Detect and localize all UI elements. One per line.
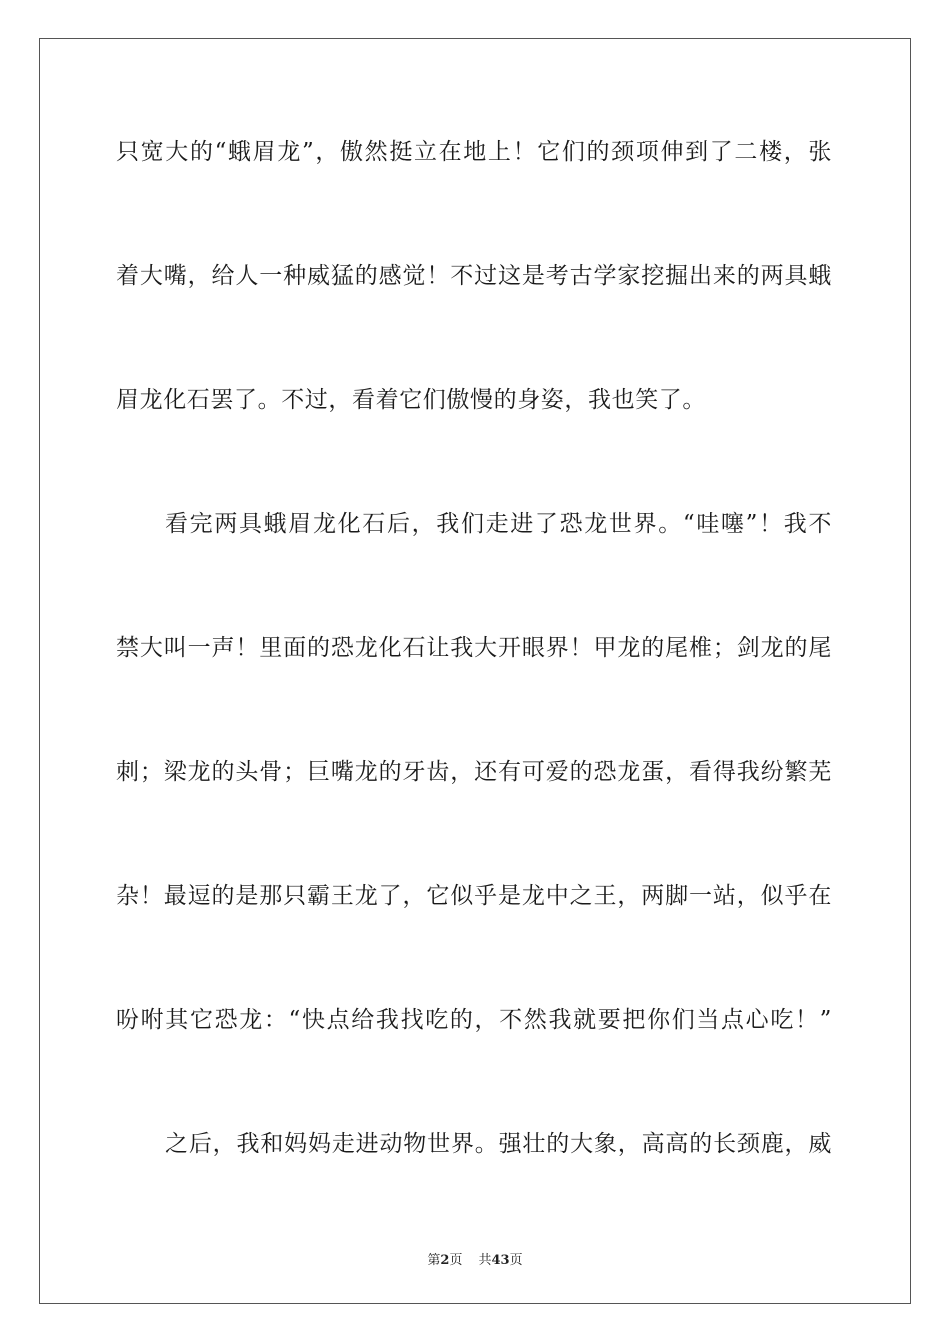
page-prefix: 第 — [427, 1253, 441, 1268]
paragraph-line: 看完两具蛾眉龙化石后，我们走进了恐龙世界。“哇噻”！我不 — [165, 511, 832, 537]
paragraph-line: 之后，我和妈妈走进动物世界。强壮的大象，高高的长颈鹿，威 — [165, 1131, 832, 1157]
page-border — [39, 38, 911, 1304]
total-pages: 43 — [491, 1253, 510, 1268]
paragraph-line: 杂！最逗的是那只霸王龙了，它似乎是龙中之王，两脚一站，似乎在 — [116, 883, 832, 909]
page-footer — [0, 1249, 950, 1268]
total-prefix: 共 — [478, 1253, 492, 1268]
total-suffix: 页 — [509, 1253, 523, 1268]
page-suffix: 页 — [449, 1253, 463, 1268]
paragraph-line: 只宽大的“蛾眉龙”，傲然挺立在地上！它们的颈项伸到了二楼，张 — [116, 139, 832, 165]
paragraph-line: 禁大叫一声！里面的恐龙化石让我大开眼界！甲龙的尾椎；剑龙的尾 — [116, 635, 832, 661]
paragraph-line: 刺；梁龙的头骨；巨嘴龙的牙齿，还有可爱的恐龙蛋，看得我纷繁芜 — [116, 759, 832, 785]
paragraph-line: 吩咐其它恐龙：“快点给我找吃的，不然我就要把你们当点心吃！” — [116, 1007, 832, 1033]
page-number: 2 — [440, 1253, 450, 1268]
paragraph-line: 着大嘴，给人一种威猛的感觉！不过这是考古学家挖掘出来的两具蛾 — [116, 263, 832, 289]
paragraph-line: 眉龙化石罢了。不过，看着它们傲慢的身姿，我也笑了。 — [116, 387, 706, 413]
